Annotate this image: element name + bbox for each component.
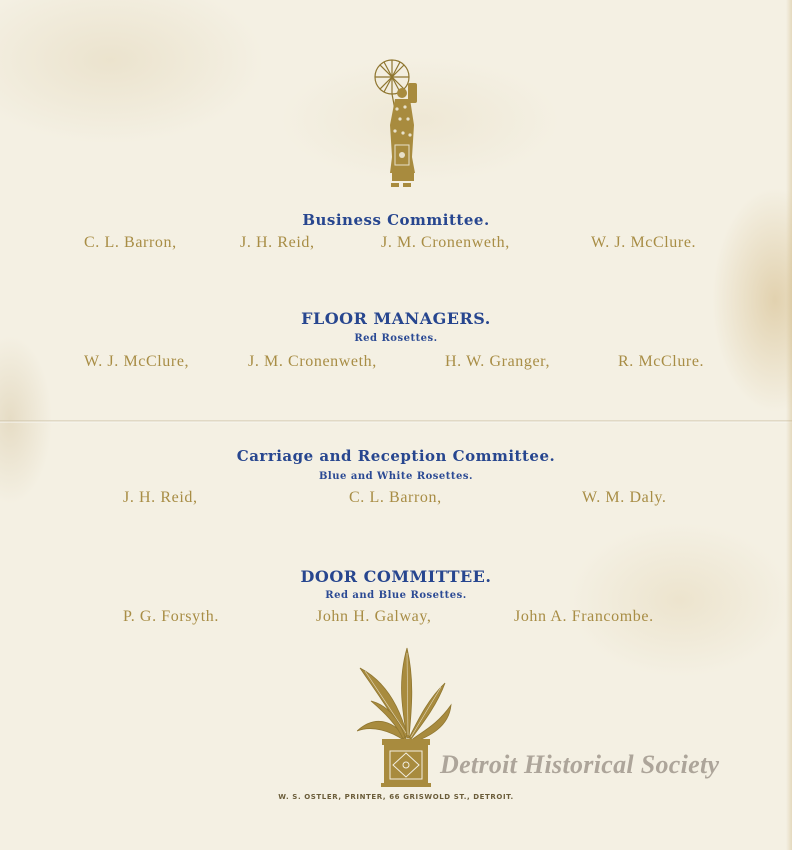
door-committee-heading: DOOR COMMITTEE. xyxy=(300,567,492,586)
paper-edge xyxy=(786,0,792,850)
committee-member: John H. Galway, xyxy=(316,608,432,625)
floor-manager: H. W. Granger, xyxy=(445,353,551,370)
committee-member: J. M. Cronenweth, xyxy=(381,234,510,251)
carriage-reception-subtitle: Blue and White Rosettes. xyxy=(318,471,474,482)
floor-managers-heading: FLOOR MANAGERS. xyxy=(301,309,491,328)
committee-member: John A. Francombe. xyxy=(514,608,654,625)
committee-member: C. L. Barron, xyxy=(349,489,442,506)
committee-member: C. L. Barron, xyxy=(84,234,177,251)
committee-member: J. H. Reid, xyxy=(123,489,198,506)
door-committee-subtitle: Red and Blue Rosettes. xyxy=(325,590,467,601)
business-committee-heading: Business Committee. xyxy=(302,211,490,229)
printer-credit: W. S. OSTLER, PRINTER, 66 GRISWOLD ST., DETROIT. xyxy=(278,793,514,801)
committee-member: P. G. Forsyth. xyxy=(123,608,219,625)
floor-manager: R. McClure. xyxy=(618,353,705,370)
fold-line xyxy=(0,420,792,423)
committee-member: J. H. Reid, xyxy=(240,234,315,251)
floor-managers-subtitle: Red Rosettes. xyxy=(354,333,438,344)
watermark: Detroit Historical Society xyxy=(440,750,720,779)
carriage-reception-heading: Carriage and Reception Committee. xyxy=(236,447,556,465)
parasol-figure-icon xyxy=(370,45,430,195)
committee-member: W. J. McClure. xyxy=(591,234,697,251)
floor-manager: J. M. Cronenweth, xyxy=(248,353,377,370)
committee-member: W. M. Daly. xyxy=(582,489,667,506)
floor-manager: W. J. McClure, xyxy=(84,353,190,370)
